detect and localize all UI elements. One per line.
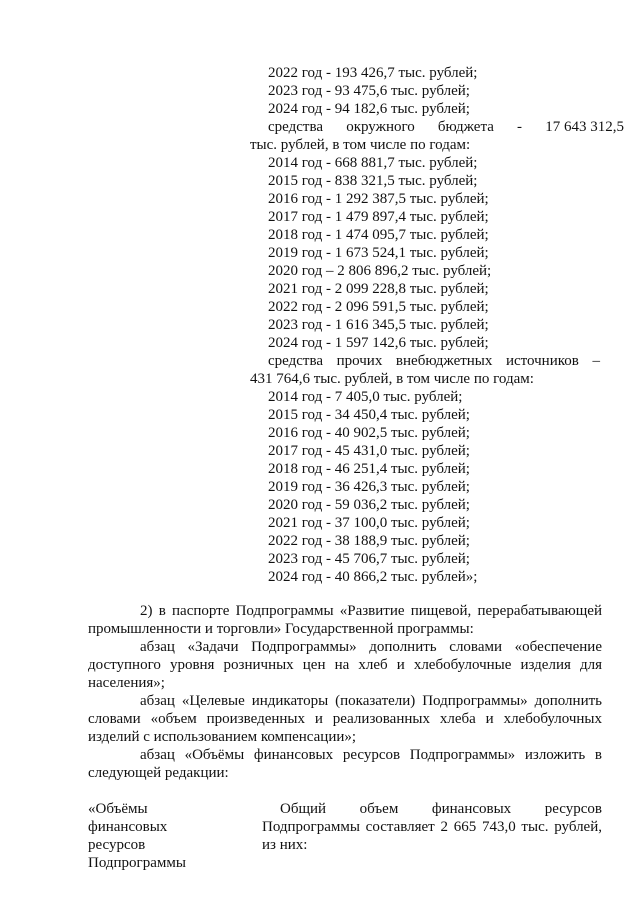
- paragraph-line: доступного уровня розничных цен на хлеб и хлебобулочные изделия для: [88, 657, 602, 673]
- funding-line: 2021 год - 2 099 228,8 тыс. рублей;: [268, 281, 489, 297]
- table-label-line: Подпрограммы: [88, 855, 186, 871]
- funding-line: 2024 год - 1 597 142,6 тыс. рублей;: [268, 335, 489, 351]
- paragraph-line: следующей редакции:: [88, 765, 229, 781]
- funding-line: 2019 год - 36 426,3 тыс. рублей;: [268, 479, 470, 495]
- table-value-line: Подпрограммы составляет 2 665 743,0 тыс. рублей,: [262, 819, 602, 835]
- funding-line: 2014 год - 7 405,0 тыс. рублей;: [268, 389, 463, 405]
- funding-line: 2016 год - 1 292 387,5 тыс. рублей;: [268, 191, 489, 207]
- paragraph-line: абзац «Объёмы финансовых ресурсов Подпрограммы» изложить в: [140, 747, 602, 763]
- funding-line: 2022 год - 193 426,7 тыс. рублей;: [268, 65, 478, 81]
- funding-line: 2022 год - 38 188,9 тыс. рублей;: [268, 533, 470, 549]
- funding-line: 2021 год - 37 100,0 тыс. рублей;: [268, 515, 470, 531]
- funding-line: 2015 год - 34 450,4 тыс. рублей;: [268, 407, 470, 423]
- funding-line: 2016 год - 40 902,5 тыс. рублей;: [268, 425, 470, 441]
- table-value-line: Общий объем финансовых ресурсов: [280, 801, 602, 817]
- other-sources-continued: 431 764,6 тыс. рублей, в том числе по годам:: [250, 371, 534, 387]
- paragraph-line: изделий с использованием компенсации»;: [88, 729, 357, 745]
- table-label-line: ресурсов: [88, 837, 146, 853]
- other-sources-heading: средства прочих внебюджетных источников –: [268, 353, 600, 369]
- paragraph-line: промышленности и торговли» Государственной программы:: [88, 621, 474, 637]
- district-budget-heading: средства окружного бюджета - 17 643 312,5: [268, 119, 624, 135]
- paragraph-line: населения»;: [88, 675, 165, 691]
- funding-line: 2017 год - 45 431,0 тыс. рублей;: [268, 443, 470, 459]
- funding-line: 2023 год - 45 706,7 тыс. рублей;: [268, 551, 470, 567]
- funding-line: 2018 год - 1 474 095,7 тыс. рублей;: [268, 227, 489, 243]
- funding-line: 2015 год - 838 321,5 тыс. рублей;: [268, 173, 478, 189]
- paragraph-line: 2) в паспорте Подпрограммы «Развитие пищевой, перерабатывающей: [140, 603, 602, 619]
- funding-line: 2023 год - 93 475,6 тыс. рублей;: [268, 83, 470, 99]
- paragraph-line: абзац «Задачи Подпрограммы» дополнить словами «обеспечение: [140, 639, 602, 655]
- paragraph-line: словами «объем произведенных и реализованных хлеба и хлебобулочных: [88, 711, 602, 727]
- table-label-line: «Объёмы: [88, 801, 148, 817]
- district-budget-continued: тыс. рублей, в том числе по годам:: [250, 137, 471, 153]
- funding-line: 2018 год - 46 251,4 тыс. рублей;: [268, 461, 470, 477]
- funding-line: 2024 год - 40 866,2 тыс. рублей»;: [268, 569, 478, 585]
- funding-line: 2020 год - 59 036,2 тыс. рублей;: [268, 497, 470, 513]
- funding-line: 2022 год - 2 096 591,5 тыс. рублей;: [268, 299, 489, 315]
- funding-line: 2023 год - 1 616 345,5 тыс. рублей;: [268, 317, 489, 333]
- funding-line: 2014 год - 668 881,7 тыс. рублей;: [268, 155, 478, 171]
- funding-line: 2024 год - 94 182,6 тыс. рублей;: [268, 101, 470, 117]
- funding-line: 2017 год - 1 479 897,4 тыс. рублей;: [268, 209, 489, 225]
- paragraph-line: абзац «Целевые индикаторы (показатели) Подпрограммы» дополнить: [140, 693, 602, 709]
- funding-line: 2020 год – 2 806 896,2 тыс. рублей;: [268, 263, 492, 279]
- table-label-line: финансовых: [88, 819, 168, 835]
- table-value-line: из них:: [262, 837, 308, 853]
- funding-line: 2019 год - 1 673 524,1 тыс. рублей;: [268, 245, 489, 261]
